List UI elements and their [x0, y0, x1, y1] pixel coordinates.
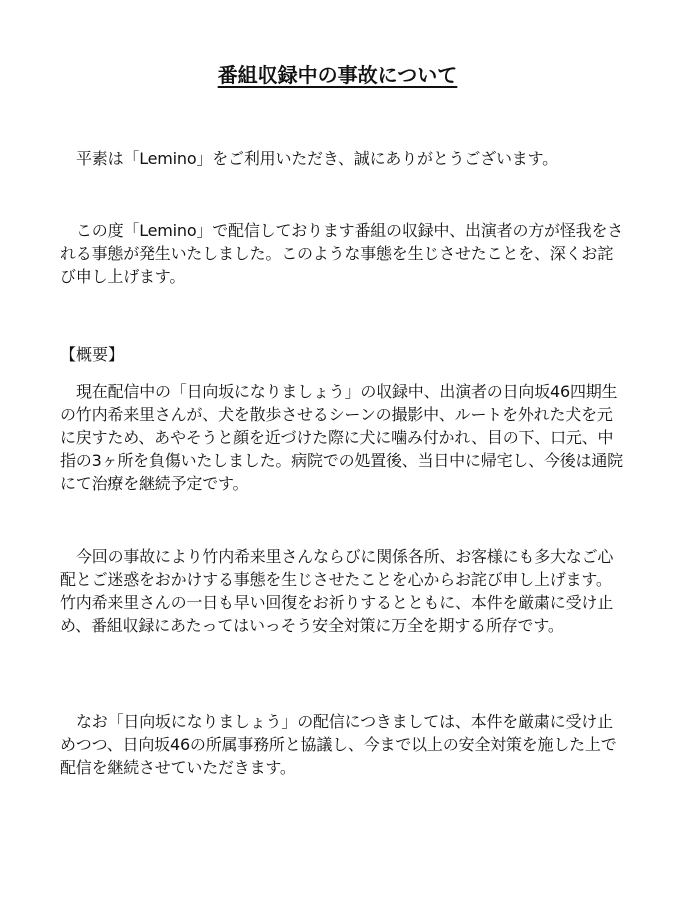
apology-and-measures-paragraph: 今回の事故により竹内希来里さんならびに関係各所、お客様にも多大なご心配とご迷惑をおかけする事態を生じさせたことを心からお詫び申し上げます。竹内希来里さんの一日も早い回復をお祈りするとともに、本件を厳粛に受け止め、番組収録にあたってはいっそう安全対策に万全を期する所存です。 [60, 547, 614, 635]
apology-paragraph: この度「Lemino」で配信しております番組の収録中、出演者の方が怪我をされる事態が発生いたしました。このような事態を生じさせたことを、深くお詫び申し上げます。 [60, 221, 624, 286]
document-title-text: 番組収録中の事故について [217, 63, 458, 87]
distribution-notice-paragraph: なお「日向坂になりましょう」の配信につきましては、本件を厳粛に受け止めつつ、日向坂46の所属事務所と協議し、今まで以上の安全対策を施した上で配信を継続させていただきます。 [60, 712, 617, 777]
incident-details-paragraph: 現在配信中の「日向坂になりましょう」の収録中、出演者の日向坂46四期生の竹内希来里さんが、犬を散歩させるシーンの撮影中、ルートを外れた犬を元に戻すため、あやそうと顔を近づけた際に犬に噛み付かれ、目の下、口元、中指の3ヶ所を負傷いたしました。病院での処置後、当日中に帰宅し、今後は通院にて治療を継続予定です。 [60, 382, 623, 493]
section-heading-overview: 【概要】 [60, 345, 125, 364]
document-title [0, 62, 675, 88]
greeting-paragraph: 平素は「Lemino」をご利用いただき、誠にありがとうございます。 [76, 149, 558, 168]
